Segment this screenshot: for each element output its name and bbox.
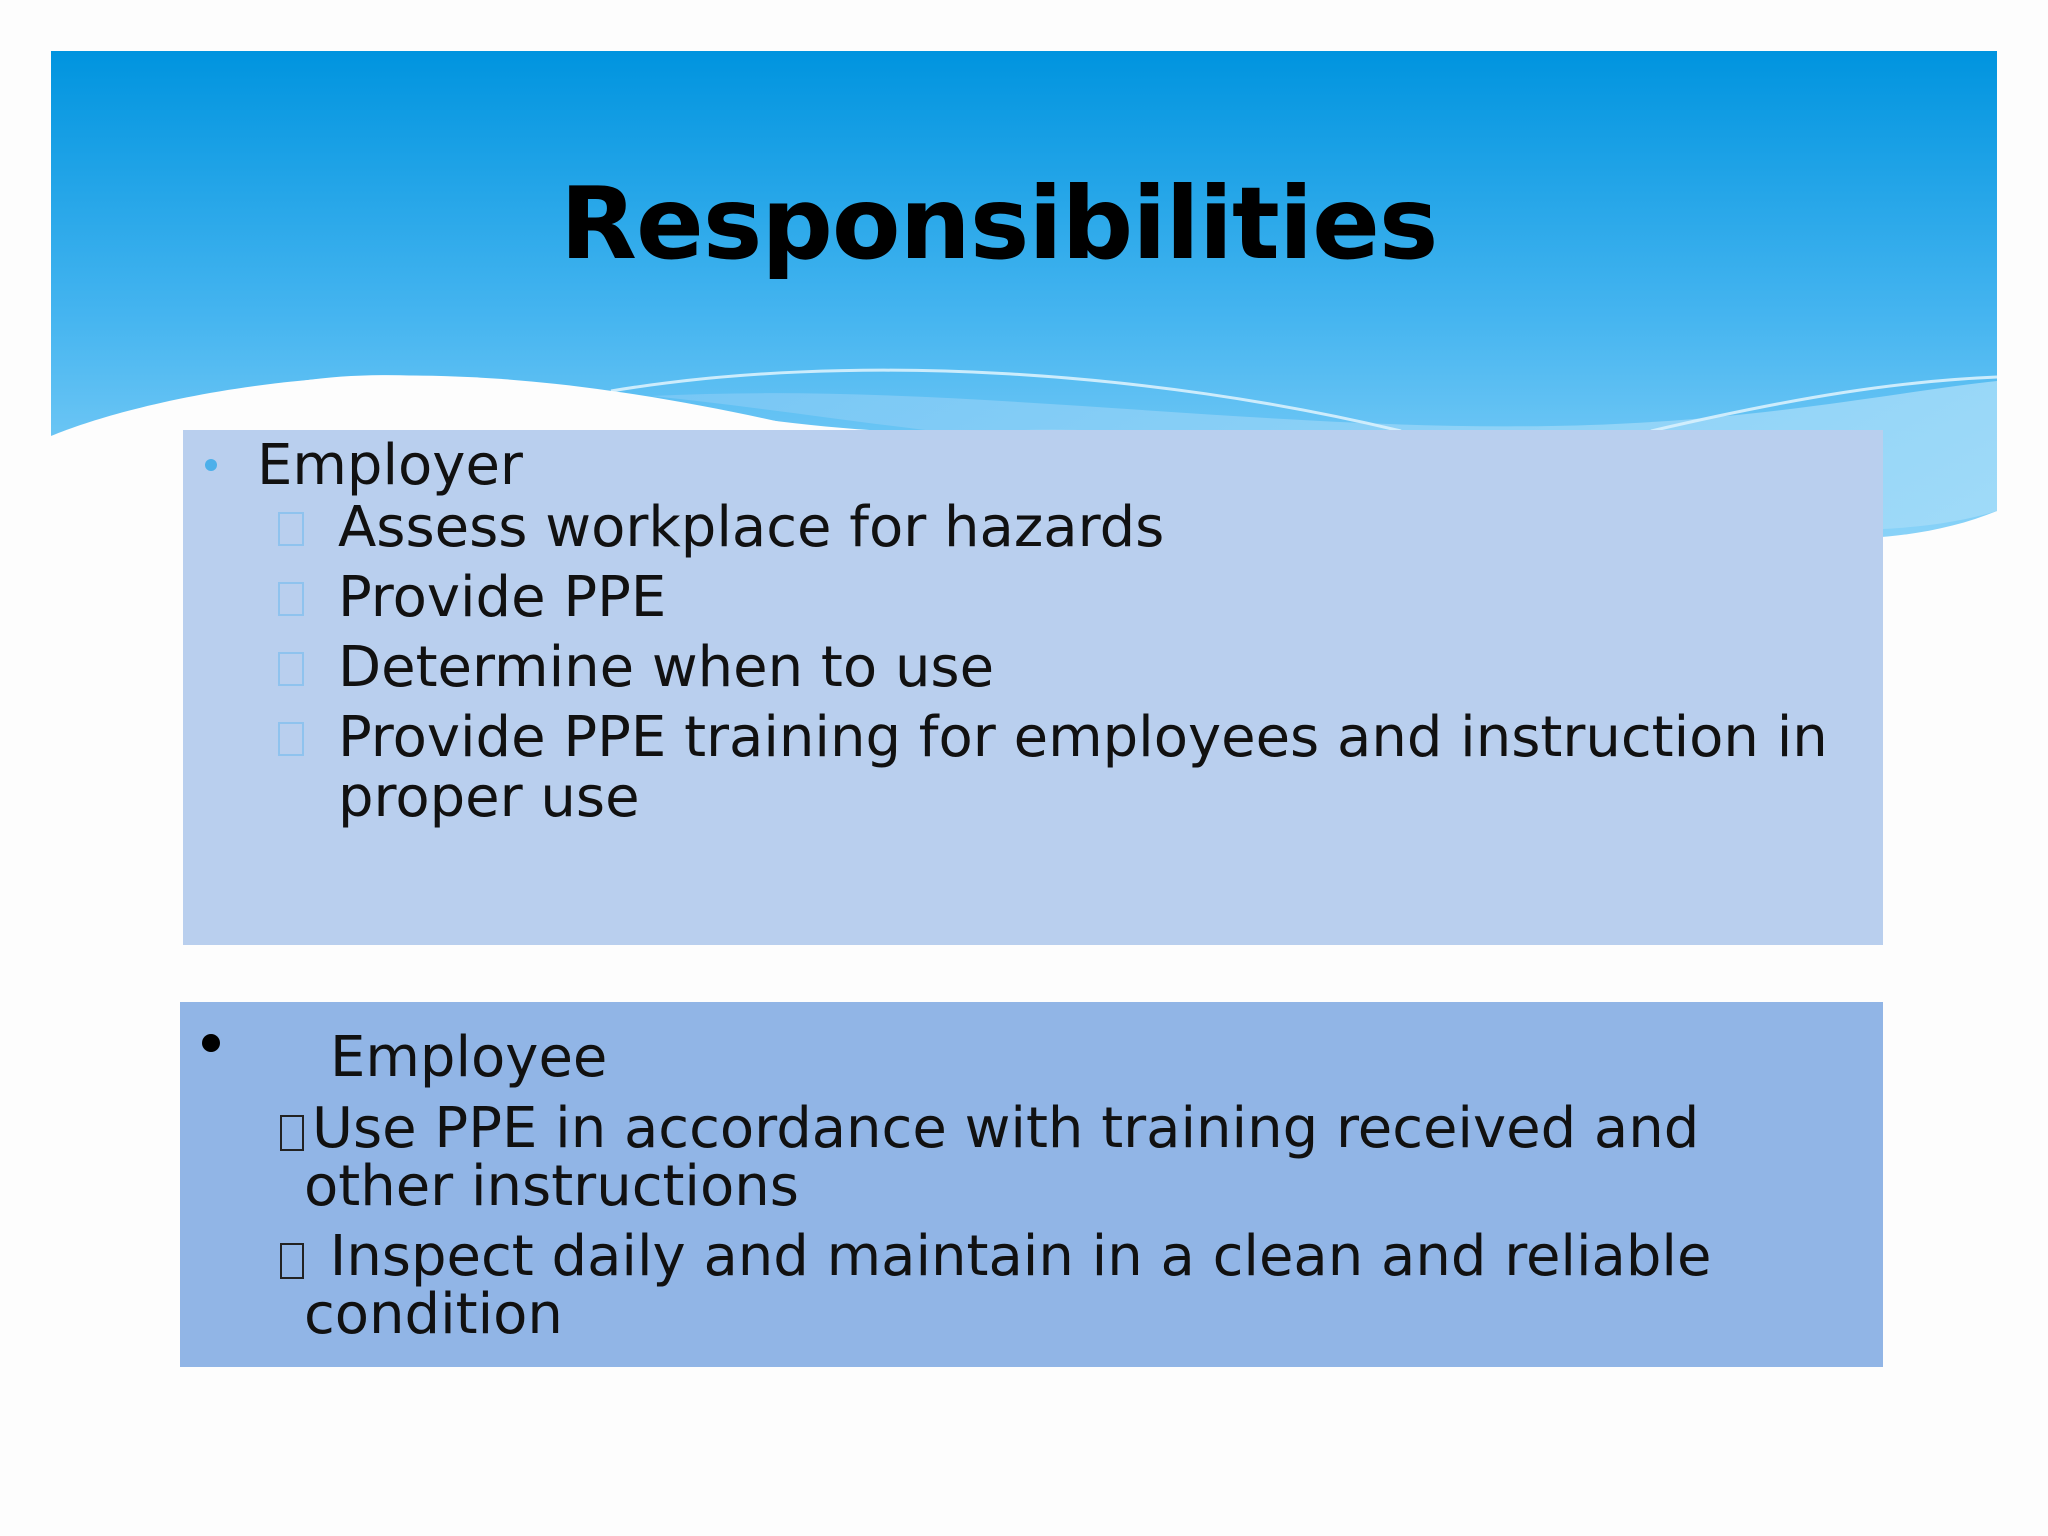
empty-box-icon: [280, 1115, 304, 1151]
list-item-line: [280, 1224, 1840, 1289]
employee-box: [180, 1002, 1883, 1367]
list-item: [278, 705, 1858, 830]
list-item: [278, 635, 1858, 700]
list-item: [278, 495, 1858, 560]
list-item-text: Use PPE in accordance with training received and: [312, 1096, 1700, 1161]
list-item-text: Provide PPE training for employees and instruction in proper use: [338, 705, 1828, 830]
empty-box-icon: [278, 722, 304, 756]
employee-heading-row: [202, 1022, 607, 1092]
employee-list: [280, 1096, 1840, 1356]
empty-box-icon: [280, 1243, 304, 1279]
empty-box-icon: [278, 652, 304, 686]
empty-box-icon: [278, 512, 304, 546]
list-item-text: Provide PPE: [338, 565, 667, 630]
empty-box-icon: [278, 582, 304, 616]
round-bullet-icon: [202, 1034, 220, 1052]
list-item: [278, 565, 1858, 630]
employer-list: [278, 495, 1858, 838]
slide-title: Responsibilities: [560, 165, 1438, 282]
list-item-text: Assess workplace for hazards: [338, 495, 1165, 560]
list-item: [280, 1096, 1840, 1219]
list-item-text-continued: condition: [304, 1282, 563, 1347]
list-item: [280, 1224, 1840, 1347]
round-bullet-icon: [205, 459, 217, 471]
employer-box: [183, 430, 1883, 945]
employer-heading: Employer: [257, 432, 523, 498]
list-item-text: Determine when to use: [338, 635, 995, 700]
list-item-line: [280, 1096, 1840, 1161]
list-item-text: Inspect daily and maintain in a clean and reliable: [312, 1224, 1712, 1289]
employee-heading: Employee: [330, 1024, 608, 1090]
employer-heading-row: [205, 430, 523, 500]
list-item-text-continued: other instructions: [304, 1154, 799, 1219]
